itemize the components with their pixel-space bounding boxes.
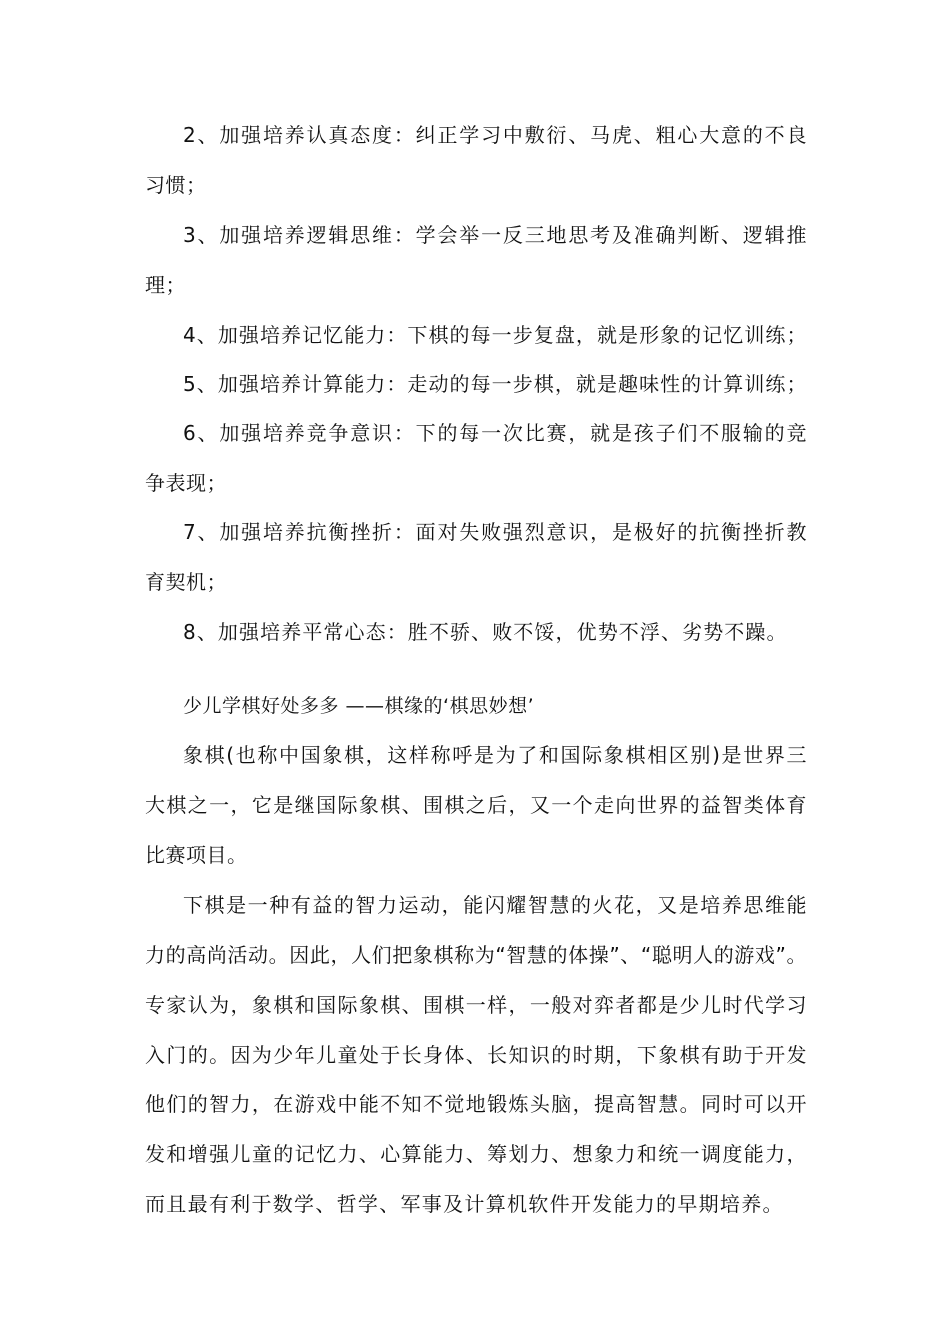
section-heading: 少儿学棋好处多多 ——棋缘的‘棋思妙想’	[183, 695, 535, 717]
paragraph-2-line-5: 他们的智力，在游戏中能不知不觉地锻炼头脑，提高智慧。同时可以开	[145, 1092, 807, 1116]
paragraph-2-line-3: 专家认为，象棋和国际象棋、围棋一样，一般对弈者都是少儿时代学习	[145, 993, 807, 1017]
list-item-8: 8、加强培养平常心态：胜不骄、败不馁，优势不浮、劣势不躁。	[183, 620, 787, 644]
list-item-5: 5、加强培养计算能力：走动的每一步棋，就是趣味性的计算训练；	[183, 372, 807, 396]
paragraph-2-line-6: 发和增强儿童的记忆力、心算能力、筹划力、想象力和统一调度能力，	[145, 1142, 807, 1166]
list-item-4: 4、加强培养记忆能力：下棋的每一步复盘，就是形象的记忆训练；	[183, 323, 807, 347]
paragraph-1-line-1: 象棋(也称中国象棋，这样称呼是为了和国际象棋相区别)是世界三	[183, 743, 807, 767]
list-item-3-line-2: 理；	[145, 273, 186, 297]
list-item-3-line-1: 3、加强培养逻辑思维：学会举一反三地思考及准确判断、逻辑推	[183, 223, 807, 247]
paragraph-2-line-2: 力的高尚活动。因此，人们把象棋称为“智慧的体操”、“聪明人的游戏”。	[145, 943, 807, 967]
list-item-7-line-2: 育契机；	[145, 570, 227, 594]
paragraph-1-line-3: 比赛项目。	[145, 843, 248, 867]
list-item-2-line-2: 习惯；	[145, 173, 207, 197]
list-item-6-line-2: 争表现；	[145, 471, 227, 495]
list-item-7-line-1: 7、加强培养抗衡挫折：面对失败强烈意识，是极好的抗衡挫折教	[183, 520, 807, 544]
paragraph-2-line-1: 下棋是一种有益的智力运动，能闪耀智慧的火花，又是培养思维能	[183, 893, 807, 917]
list-item-2-line-1: 2、加强培养认真态度：纠正学习中敷衍、马虎、粗心大意的不良	[183, 123, 807, 147]
paragraph-2-line-7: 而且最有利于数学、哲学、军事及计算机软件开发能力的早期培养。	[145, 1192, 783, 1216]
paragraph-1-line-2: 大棋之一，它是继国际象棋、围棋之后，又一个走向世界的益智类体育	[145, 793, 807, 817]
paragraph-2-line-4: 入门的。因为少年儿童处于长身体、长知识的时期，下象棋有助于开发	[145, 1043, 807, 1067]
list-item-6-line-1: 6、加强培养竞争意识：下的每一次比赛，就是孩子们不服输的竞	[183, 421, 807, 445]
